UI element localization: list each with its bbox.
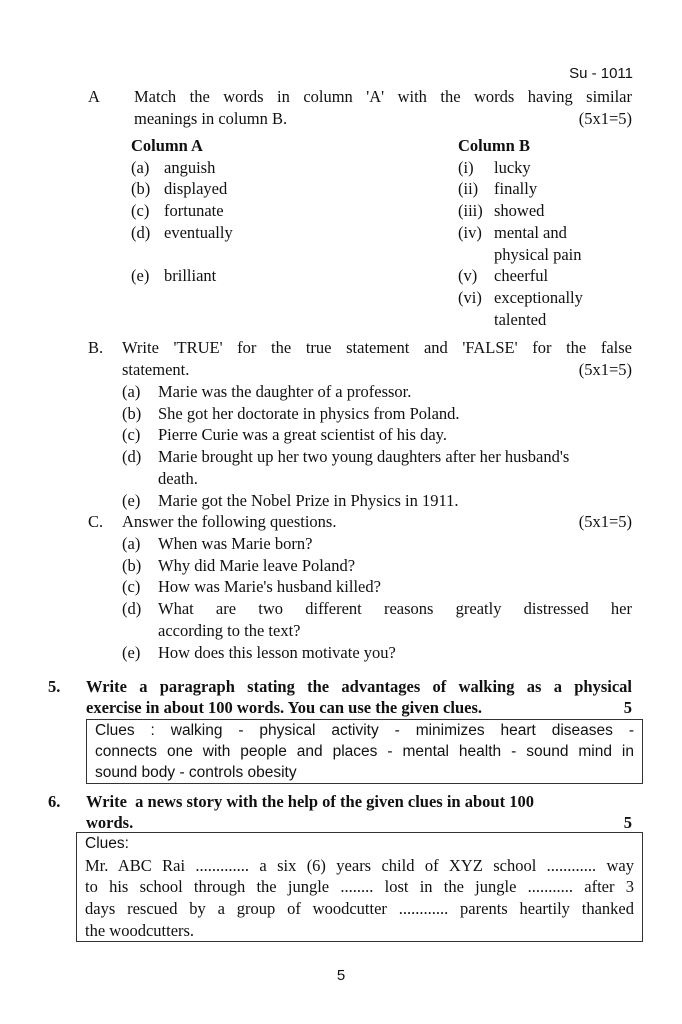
- clue-title: Clues:: [85, 835, 129, 852]
- section-b-label: B.: [88, 338, 104, 357]
- column-a-heading: Column A: [131, 136, 203, 155]
- section-c-items: [122, 533, 632, 663]
- question-item: (a) When was Marie born?: [122, 534, 313, 553]
- question-item: (b) Why did Marie leave Poland?: [122, 555, 356, 575]
- clue-line: connects one with people and places - mental health - sound mind in: [95, 743, 634, 760]
- page-number: 5: [336, 967, 346, 984]
- question-6-number: 6.: [48, 792, 61, 811]
- question-5-line2: exercise in about 100 words. You can use the given clues. 5: [86, 698, 632, 717]
- section-b-instruction-line1: Write 'TRUE' for the true statement and 'FALSE' for the false: [122, 338, 632, 357]
- question-item: (c) How was Marie's husband killed?: [122, 577, 381, 597]
- column-b-item: (v) cheerful: [458, 266, 549, 286]
- column-b-item: (i) lucky: [458, 157, 531, 177]
- question-6-line2: words. 5: [86, 813, 632, 832]
- column-a-item: (c) fortunate: [131, 201, 224, 221]
- statement-item: (b) She got her doctorate in physics from Poland.: [122, 403, 460, 423]
- section-b-instruction-line2: statement. (5x1=5): [122, 360, 632, 379]
- question-5-line1: Write a paragraph stating the advantages of walking as a physical: [86, 677, 632, 696]
- clue-line: Clues : walking - physical activity - minimizes heart diseases -: [95, 722, 634, 739]
- column-b-item: (vi) exceptionally talented: [458, 287, 583, 329]
- clue-line: Mr. ABC Rai ............. a six (6) years child of XYZ school ............ way: [85, 855, 634, 875]
- section-a-marks: (5x1=5): [578, 109, 632, 128]
- statement-item: (d) Marie brought up her two young daughters after her husband's death.: [122, 447, 570, 488]
- clue-line: the woodcutters.: [85, 920, 195, 940]
- question-6-marks: 5: [623, 813, 632, 832]
- statement-item: (c) Pierre Curie was a great scientist of his day.: [122, 425, 447, 445]
- statement-item: (e) Marie got the Nobel Prize in Physics in 1911.: [122, 490, 459, 510]
- column-a-item: (b) displayed: [131, 179, 228, 199]
- column-a-item: (d) eventually: [131, 222, 233, 242]
- clue-line: days rescued by a group of woodcutter ............ parents heartily thanked: [85, 899, 634, 919]
- column-a: [131, 135, 331, 287]
- question-5-clues-box: [86, 719, 643, 784]
- section-b-items: [122, 381, 632, 511]
- section-c-instruction: Answer the following questions. (5x1=5): [122, 512, 632, 531]
- column-b-item: (iii) showed: [458, 201, 545, 221]
- column-b-heading: Column B: [458, 136, 530, 155]
- statement-item: (a) Marie was the daughter of a professor.: [122, 382, 412, 401]
- column-a-item: (e) brilliant: [131, 266, 217, 286]
- section-c-label: C.: [88, 512, 104, 531]
- column-b-item: (ii) finally: [458, 179, 538, 199]
- section-a-label: A: [88, 87, 100, 106]
- column-b: [458, 135, 658, 330]
- question-5-number: 5.: [48, 677, 61, 696]
- question-item: (e) How does this lesson motivate you?: [122, 642, 396, 662]
- exam-code: Su - 1011: [569, 65, 633, 82]
- section-a-instruction-line2: meanings in column B. (5x1=5): [134, 109, 632, 128]
- question-6-line1: Write a news story with the help of the given clues in about 100: [86, 792, 534, 811]
- column-a-item: (a) anguish: [131, 157, 216, 177]
- question-6-clues-box: [76, 832, 643, 942]
- clue-line: sound body - controls obesity: [95, 764, 297, 781]
- column-b-item: (iv) mental and physical pain: [458, 222, 582, 264]
- section-c-marks: (5x1=5): [578, 512, 632, 531]
- question-5-marks: 5: [623, 698, 632, 717]
- section-a-instruction-line1: Match the words in column 'A' with the words having similar: [134, 87, 632, 106]
- clue-line: to his school through the jungle ........ lost in the jungle ........... after 3: [85, 877, 634, 897]
- section-b-marks: (5x1=5): [578, 360, 632, 379]
- question-item: (d) What are two different reasons greatly distressed her according to the text?: [122, 599, 632, 640]
